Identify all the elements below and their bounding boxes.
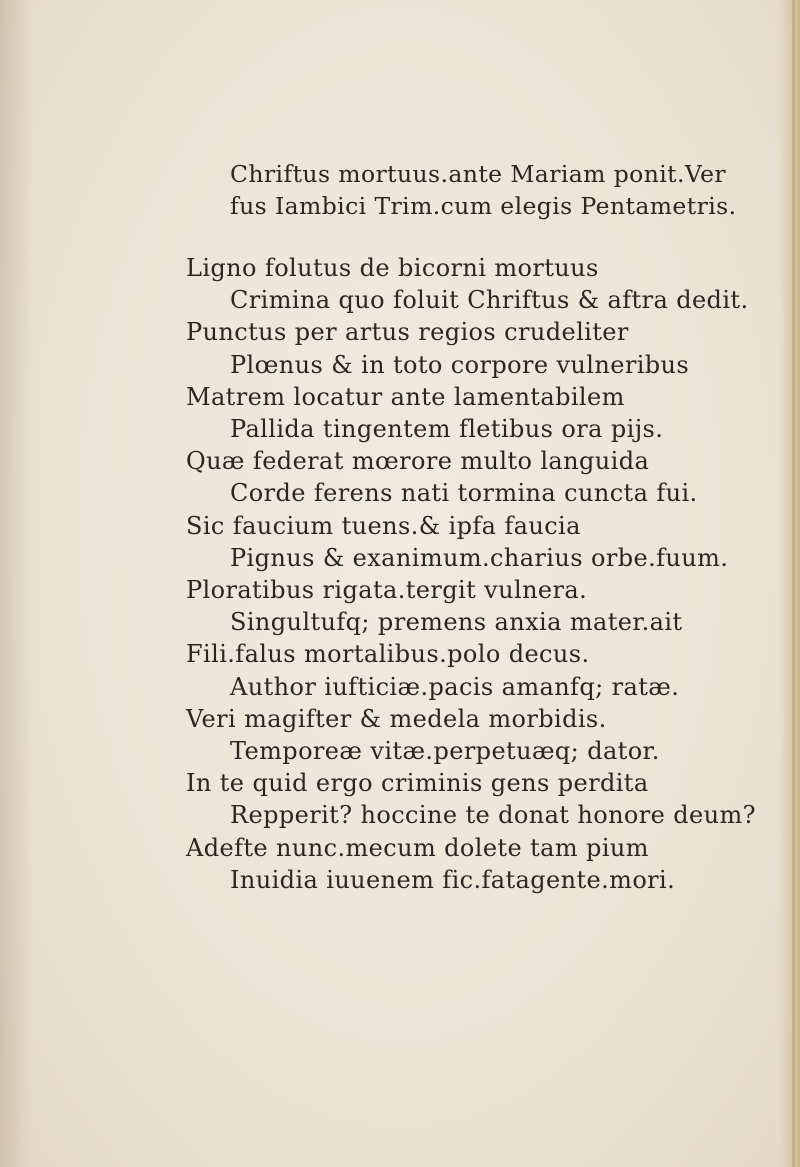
poem-line-6: Pallida tingentem fletibus ora pijs.: [230, 415, 664, 444]
poem-line-5: Matrem locatur ante lamentabilem: [186, 382, 625, 411]
poem-line-17: In te quid ergo criminis gens perdita: [186, 769, 649, 798]
heading-line-2: fus Iambici Trim.cum elegis Pentametris.: [230, 192, 737, 220]
poem-line-9: Sic faucium tuens.& ipfa faucia: [186, 511, 581, 540]
poem-line-19: Adefte nunc.mecum dolete tam pium: [186, 833, 649, 862]
poem-line-20: Inuidia iuuenem fic.fatagente.mori.: [230, 865, 676, 894]
poem-line-14: Author iufticiæ.pacis amanfq; ratæ.: [230, 672, 680, 701]
poem-body: [186, 252, 798, 896]
heading-line-1: Chriftus mortuus.ante Mariam ponit.Ver: [230, 160, 727, 188]
poem-line-3: Punctus per artus regios crudeliter: [186, 318, 629, 347]
poem-line-15: Veri magifter & medela morbidis.: [186, 704, 607, 733]
poem-line-7: Quæ federat mœrore multo languida: [186, 447, 650, 476]
page-left-shadow: [0, 0, 34, 1167]
poem-line-4: Plœnus & in toto corpore vulneribus: [230, 350, 690, 379]
poem-line-10: Pignus & exanimum.charius orbe.fuum.: [230, 543, 729, 572]
poem-line-13: Fili.falus mortalibus.polo decus.: [186, 640, 590, 669]
poem-line-18: Repperit? hoccine te donat honore deum?: [230, 801, 756, 830]
poem-line-2: Crimina quo foluit Chriftus & aftra dedit.: [230, 286, 749, 315]
poem-heading: [230, 158, 790, 222]
poem-line-11: Ploratibus rigata.tergit vulnera.: [186, 576, 588, 605]
poem-line-16: Temporeæ vitæ.perpetuæq; dator.: [230, 737, 660, 766]
poem-line-8: Corde ferens nati tormina cuncta fui.: [230, 479, 698, 508]
poem-line-12: Singultufq; premens anxia mater.ait: [230, 608, 683, 637]
poem-line-1: Ligno folutus de bicorni mortuus: [186, 254, 599, 282]
